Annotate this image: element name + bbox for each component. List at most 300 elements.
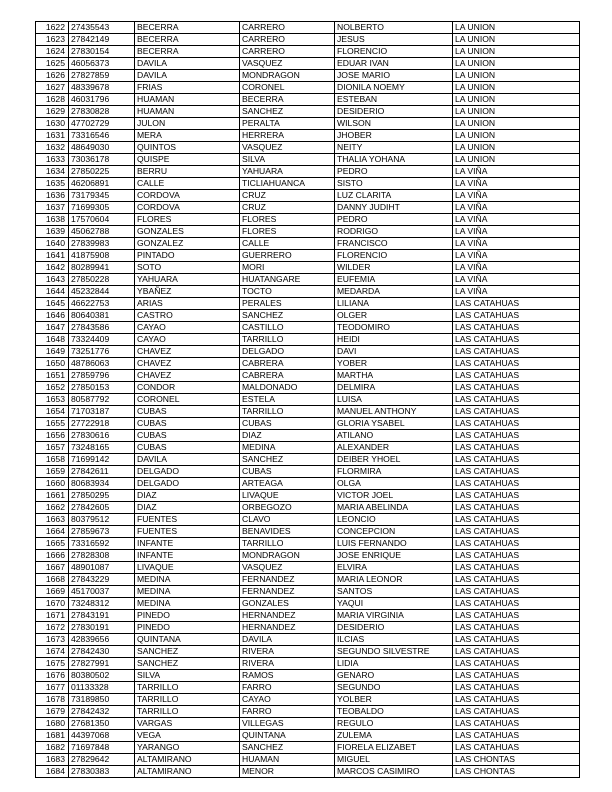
given-names-cell: ATILANO (335, 430, 453, 442)
row-number-cell: 1622 (36, 22, 69, 34)
dni-cell: 44397068 (69, 730, 135, 742)
dni-cell: 45062788 (69, 226, 135, 238)
dni-cell: 80640381 (69, 310, 135, 322)
table-row (36, 310, 580, 322)
row-number-cell: 1665 (36, 538, 69, 550)
locality-cell: LAS CATAHUAS (453, 466, 580, 478)
row-number-cell: 1659 (36, 466, 69, 478)
locality-cell: LA VIÑA (453, 202, 580, 214)
first-surname-cell: MERA (135, 130, 240, 142)
row-number-cell: 1674 (36, 646, 69, 658)
table-row (36, 754, 580, 766)
row-number-cell: 1641 (36, 250, 69, 262)
given-names-cell: YOLBER (335, 694, 453, 706)
locality-cell: LAS CATAHUAS (453, 694, 580, 706)
row-number-cell: 1676 (36, 670, 69, 682)
table-row (36, 34, 580, 46)
locality-cell: LAS CHONTAS (453, 766, 580, 778)
locality-cell: LA VIÑA (453, 178, 580, 190)
second-surname-cell: PERALES (240, 298, 335, 310)
dni-cell: 27850153 (69, 382, 135, 394)
table-row (36, 82, 580, 94)
table-row (36, 478, 580, 490)
table-row (36, 298, 580, 310)
locality-cell: LAS CATAHUAS (453, 646, 580, 658)
dni-cell: 27859796 (69, 370, 135, 382)
first-surname-cell: TARRILLO (135, 706, 240, 718)
given-names-cell: THALIA YOHANA (335, 154, 453, 166)
table-row (36, 430, 580, 442)
given-names-cell: YOBER (335, 358, 453, 370)
dni-cell: 73316592 (69, 538, 135, 550)
given-names-cell: ZULEMA (335, 730, 453, 742)
locality-cell: LAS CATAHUAS (453, 442, 580, 454)
first-surname-cell: CAYAO (135, 322, 240, 334)
first-surname-cell: PINEDO (135, 622, 240, 634)
locality-cell: LA UNION (453, 154, 580, 166)
locality-cell: LAS CATAHUAS (453, 562, 580, 574)
given-names-cell: FLORMIRA (335, 466, 453, 478)
locality-cell: LAS CATAHUAS (453, 682, 580, 694)
row-number-cell: 1663 (36, 514, 69, 526)
given-names-cell: ELVIRA (335, 562, 453, 574)
locality-cell: LAS CATAHUAS (453, 514, 580, 526)
row-number-cell: 1628 (36, 94, 69, 106)
row-number-cell: 1643 (36, 274, 69, 286)
first-surname-cell: CORONEL (135, 394, 240, 406)
locality-cell: LA VIÑA (453, 226, 580, 238)
second-surname-cell: MEDINA (240, 442, 335, 454)
first-surname-cell: SANCHEZ (135, 658, 240, 670)
locality-cell: LAS CATAHUAS (453, 622, 580, 634)
dni-cell: 27843229 (69, 574, 135, 586)
table-row (36, 442, 580, 454)
second-surname-cell: SANCHEZ (240, 454, 335, 466)
given-names-cell: DESIDERIO (335, 622, 453, 634)
second-surname-cell: SILVA (240, 154, 335, 166)
second-surname-cell: MORI (240, 262, 335, 274)
second-surname-cell: ESTELA (240, 394, 335, 406)
second-surname-cell: GUERRERO (240, 250, 335, 262)
first-surname-cell: SANCHEZ (135, 646, 240, 658)
second-surname-cell: CORONEL (240, 82, 335, 94)
locality-cell: LAS CATAHUAS (453, 298, 580, 310)
locality-cell: LAS CATAHUAS (453, 454, 580, 466)
second-surname-cell: VASQUEZ (240, 58, 335, 70)
first-surname-cell: DIAZ (135, 490, 240, 502)
dni-cell: 27830191 (69, 622, 135, 634)
second-surname-cell: CABRERA (240, 358, 335, 370)
given-names-cell: MARIA VIRGINIA (335, 610, 453, 622)
second-surname-cell: TARRILLO (240, 334, 335, 346)
given-names-cell: MIGUEL (335, 754, 453, 766)
first-surname-cell: VEGA (135, 730, 240, 742)
first-surname-cell: GONZALES (135, 226, 240, 238)
locality-cell: LAS CATAHUAS (453, 634, 580, 646)
row-number-cell: 1655 (36, 418, 69, 430)
given-names-cell: GENARO (335, 670, 453, 682)
table-row (36, 454, 580, 466)
table-row (36, 358, 580, 370)
first-surname-cell: MEDINA (135, 574, 240, 586)
table-row (36, 58, 580, 70)
given-names-cell: LEONCIO (335, 514, 453, 526)
given-names-cell: WILDER (335, 262, 453, 274)
dni-cell: 27850225 (69, 166, 135, 178)
first-surname-cell: YBAÑEZ (135, 286, 240, 298)
second-surname-cell: YAHUARA (240, 166, 335, 178)
second-surname-cell: VASQUEZ (240, 562, 335, 574)
second-surname-cell: HUATANGARE (240, 274, 335, 286)
dni-cell: 27842149 (69, 34, 135, 46)
table-row (36, 382, 580, 394)
locality-cell: LAS CATAHUAS (453, 334, 580, 346)
table-row (36, 502, 580, 514)
locality-cell: LAS CATAHUAS (453, 394, 580, 406)
locality-cell: LA UNION (453, 58, 580, 70)
second-surname-cell: BECERRA (240, 94, 335, 106)
table-row (36, 682, 580, 694)
dni-cell: 46206891 (69, 178, 135, 190)
first-surname-cell: PINTADO (135, 250, 240, 262)
dni-cell: 27827859 (69, 70, 135, 82)
locality-cell: LAS CATAHUAS (453, 658, 580, 670)
locality-cell: LA UNION (453, 130, 580, 142)
table-row (36, 22, 580, 34)
second-surname-cell: CARRERO (240, 22, 335, 34)
table-row (36, 622, 580, 634)
dni-cell: 27859673 (69, 526, 135, 538)
second-surname-cell: FARRO (240, 706, 335, 718)
row-number-cell: 1683 (36, 754, 69, 766)
locality-cell: LAS CATAHUAS (453, 370, 580, 382)
table-row (36, 214, 580, 226)
locality-cell: LAS CATAHUAS (453, 358, 580, 370)
first-surname-cell: DAVILA (135, 454, 240, 466)
dni-cell: 27435543 (69, 22, 135, 34)
second-surname-cell: PERALTA (240, 118, 335, 130)
row-number-cell: 1635 (36, 178, 69, 190)
locality-cell: LAS CATAHUAS (453, 430, 580, 442)
row-number-cell: 1638 (36, 214, 69, 226)
row-number-cell: 1645 (36, 298, 69, 310)
locality-cell: LAS CATAHUAS (453, 478, 580, 490)
given-names-cell: SEGUNDO SILVESTRE (335, 646, 453, 658)
given-names-cell: DESIDERIO (335, 106, 453, 118)
locality-cell: LA UNION (453, 70, 580, 82)
dni-cell: 71703187 (69, 406, 135, 418)
row-number-cell: 1626 (36, 70, 69, 82)
table-row (36, 118, 580, 130)
locality-cell: LAS CATAHUAS (453, 610, 580, 622)
row-number-cell: 1660 (36, 478, 69, 490)
given-names-cell: DIONILA NOEMY (335, 82, 453, 94)
dni-cell: 27722918 (69, 418, 135, 430)
first-surname-cell: MEDINA (135, 586, 240, 598)
row-number-cell: 1629 (36, 106, 69, 118)
locality-cell: LA UNION (453, 22, 580, 34)
given-names-cell: ALEXANDER (335, 442, 453, 454)
roster-table (35, 21, 580, 778)
row-number-cell: 1639 (36, 226, 69, 238)
table-row (36, 106, 580, 118)
row-number-cell: 1644 (36, 286, 69, 298)
dni-cell: 27830828 (69, 106, 135, 118)
second-surname-cell: LIVAQUE (240, 490, 335, 502)
first-surname-cell: INFANTE (135, 550, 240, 562)
row-number-cell: 1669 (36, 586, 69, 598)
second-surname-cell: ARTEAGA (240, 478, 335, 490)
first-surname-cell: MEDINA (135, 598, 240, 610)
locality-cell: LA UNION (453, 106, 580, 118)
second-surname-cell: CRUZ (240, 202, 335, 214)
locality-cell: LAS CATAHUAS (453, 598, 580, 610)
table-row (36, 670, 580, 682)
second-surname-cell: CARRERO (240, 34, 335, 46)
first-surname-cell: CHAVEZ (135, 370, 240, 382)
given-names-cell: JHOBER (335, 130, 453, 142)
given-names-cell: FLORENCIO (335, 46, 453, 58)
table-row (36, 574, 580, 586)
given-names-cell: ESTEBAN (335, 94, 453, 106)
row-number-cell: 1672 (36, 622, 69, 634)
second-surname-cell: CARRERO (240, 46, 335, 58)
locality-cell: LA VIÑA (453, 190, 580, 202)
locality-cell: LA VIÑA (453, 274, 580, 286)
locality-cell: LAS CATAHUAS (453, 490, 580, 502)
first-surname-cell: CONDOR (135, 382, 240, 394)
table-row (36, 610, 580, 622)
given-names-cell: SEGUNDO (335, 682, 453, 694)
given-names-cell: CONCEPCION (335, 526, 453, 538)
given-names-cell: JESUS (335, 34, 453, 46)
first-surname-cell: DAVILA (135, 58, 240, 70)
first-surname-cell: HUAMAN (135, 106, 240, 118)
second-surname-cell: HERRERA (240, 130, 335, 142)
dni-cell: 73248312 (69, 598, 135, 610)
first-surname-cell: ALTAMIRANO (135, 766, 240, 778)
first-surname-cell: ALTAMIRANO (135, 754, 240, 766)
given-names-cell: JOSE ENRIQUE (335, 550, 453, 562)
first-surname-cell: CUBAS (135, 406, 240, 418)
table-row (36, 166, 580, 178)
row-number-cell: 1651 (36, 370, 69, 382)
first-surname-cell: QUISPE (135, 154, 240, 166)
first-surname-cell: YAHUARA (135, 274, 240, 286)
given-names-cell: ILCIAS (335, 634, 453, 646)
row-number-cell: 1649 (36, 346, 69, 358)
locality-cell: LA UNION (453, 34, 580, 46)
second-surname-cell: CUBAS (240, 418, 335, 430)
given-names-cell: MEDARDA (335, 286, 453, 298)
table-row (36, 490, 580, 502)
first-surname-cell: CORDOVA (135, 190, 240, 202)
locality-cell: LA VIÑA (453, 238, 580, 250)
locality-cell: LAS CATAHUAS (453, 742, 580, 754)
first-surname-cell: DELGADO (135, 478, 240, 490)
row-number-cell: 1666 (36, 550, 69, 562)
given-names-cell: OLGER (335, 310, 453, 322)
table-row (36, 202, 580, 214)
row-number-cell: 1632 (36, 142, 69, 154)
row-number-cell: 1653 (36, 394, 69, 406)
table-row (36, 334, 580, 346)
row-number-cell: 1648 (36, 334, 69, 346)
dni-cell: 80587792 (69, 394, 135, 406)
row-number-cell: 1684 (36, 766, 69, 778)
locality-cell: LA UNION (453, 82, 580, 94)
dni-cell: 71697848 (69, 742, 135, 754)
first-surname-cell: DAVILA (135, 70, 240, 82)
row-number-cell: 1664 (36, 526, 69, 538)
second-surname-cell: CALLE (240, 238, 335, 250)
dni-cell: 71699305 (69, 202, 135, 214)
table-row (36, 394, 580, 406)
dni-cell: 48786063 (69, 358, 135, 370)
second-surname-cell: FERNANDEZ (240, 574, 335, 586)
dni-cell: 80379512 (69, 514, 135, 526)
first-surname-cell: GONZALEZ (135, 238, 240, 250)
table-row (36, 742, 580, 754)
given-names-cell: SISTO (335, 178, 453, 190)
second-surname-cell: TARRILLO (240, 538, 335, 550)
given-names-cell: YAQUI (335, 598, 453, 610)
table-row (36, 718, 580, 730)
dni-cell: 27842432 (69, 706, 135, 718)
row-number-cell: 1677 (36, 682, 69, 694)
table-row (36, 418, 580, 430)
locality-cell: LAS CATAHUAS (453, 706, 580, 718)
second-surname-cell: HERNANDEZ (240, 610, 335, 622)
table-row (36, 274, 580, 286)
second-surname-cell: MENOR (240, 766, 335, 778)
first-surname-cell: ARIAS (135, 298, 240, 310)
second-surname-cell: ORBEGOZO (240, 502, 335, 514)
first-surname-cell: QUINTOS (135, 142, 240, 154)
second-surname-cell: QUINTANA (240, 730, 335, 742)
table-row (36, 538, 580, 550)
row-number-cell: 1681 (36, 730, 69, 742)
given-names-cell: FIORELA ELIZABET (335, 742, 453, 754)
dni-cell: 48901087 (69, 562, 135, 574)
first-surname-cell: CAYAO (135, 334, 240, 346)
second-surname-cell: DIAZ (240, 430, 335, 442)
second-surname-cell: DELGADO (240, 346, 335, 358)
dni-cell: 17570604 (69, 214, 135, 226)
second-surname-cell: DAVILA (240, 634, 335, 646)
second-surname-cell: TOCTO (240, 286, 335, 298)
dni-cell: 48649030 (69, 142, 135, 154)
first-surname-cell: CHAVEZ (135, 358, 240, 370)
given-names-cell: DAVI (335, 346, 453, 358)
table-row (36, 178, 580, 190)
dni-cell: 73324409 (69, 334, 135, 346)
first-surname-cell: BECERRA (135, 46, 240, 58)
second-surname-cell: CABRERA (240, 370, 335, 382)
second-surname-cell: RIVERA (240, 658, 335, 670)
given-names-cell: FLORENCIO (335, 250, 453, 262)
table-row (36, 550, 580, 562)
table-row (36, 322, 580, 334)
row-number-cell: 1654 (36, 406, 69, 418)
table-row (36, 262, 580, 274)
row-number-cell: 1647 (36, 322, 69, 334)
table-row (36, 526, 580, 538)
given-names-cell: MARCOS CASIMIRO (335, 766, 453, 778)
second-surname-cell: HUAMAN (240, 754, 335, 766)
dni-cell: 27827991 (69, 658, 135, 670)
locality-cell: LAS CATAHUAS (453, 550, 580, 562)
row-number-cell: 1657 (36, 442, 69, 454)
dni-cell: 27850295 (69, 490, 135, 502)
row-number-cell: 1675 (36, 658, 69, 670)
locality-cell: LA UNION (453, 142, 580, 154)
row-number-cell: 1682 (36, 742, 69, 754)
row-number-cell: 1652 (36, 382, 69, 394)
locality-cell: LAS CATAHUAS (453, 418, 580, 430)
table-row (36, 694, 580, 706)
second-surname-cell: MONDRAGON (240, 70, 335, 82)
dni-cell: 46622753 (69, 298, 135, 310)
roster-table-body (36, 22, 580, 778)
locality-cell: LAS CATAHUAS (453, 526, 580, 538)
row-number-cell: 1671 (36, 610, 69, 622)
dni-cell: 45232844 (69, 286, 135, 298)
second-surname-cell: MONDRAGON (240, 550, 335, 562)
dni-cell: 73189850 (69, 694, 135, 706)
dni-cell: 27681350 (69, 718, 135, 730)
dni-cell: 42839656 (69, 634, 135, 646)
first-surname-cell: LIVAQUE (135, 562, 240, 574)
dni-cell: 80289941 (69, 262, 135, 274)
given-names-cell: EUFEMIA (335, 274, 453, 286)
row-number-cell: 1679 (36, 706, 69, 718)
table-row (36, 94, 580, 106)
first-surname-cell: FLORES (135, 214, 240, 226)
second-surname-cell: VASQUEZ (240, 142, 335, 154)
table-row (36, 70, 580, 82)
locality-cell: LAS CATAHUAS (453, 382, 580, 394)
dni-cell: 27828308 (69, 550, 135, 562)
given-names-cell: DEIBER YHOEL (335, 454, 453, 466)
table-row (36, 130, 580, 142)
first-surname-cell: FUENTES (135, 526, 240, 538)
second-surname-cell: RAMOS (240, 670, 335, 682)
first-surname-cell: BECERRA (135, 22, 240, 34)
table-row (36, 154, 580, 166)
given-names-cell: TEOBALDO (335, 706, 453, 718)
given-names-cell: MARTHA (335, 370, 453, 382)
dni-cell: 27843586 (69, 322, 135, 334)
first-surname-cell: CUBAS (135, 442, 240, 454)
table-row (36, 586, 580, 598)
dni-cell: 41875908 (69, 250, 135, 262)
table-row (36, 46, 580, 58)
given-names-cell: REGULO (335, 718, 453, 730)
dni-cell: 27830383 (69, 766, 135, 778)
dni-cell: 27850228 (69, 274, 135, 286)
first-surname-cell: SILVA (135, 670, 240, 682)
given-names-cell: OLGA (335, 478, 453, 490)
table-row (36, 658, 580, 670)
dni-cell: 73251776 (69, 346, 135, 358)
given-names-cell: DELMIRA (335, 382, 453, 394)
locality-cell: LAS CATAHUAS (453, 574, 580, 586)
first-surname-cell: CUBAS (135, 418, 240, 430)
table-row (36, 730, 580, 742)
table-row (36, 634, 580, 646)
table-row (36, 346, 580, 358)
